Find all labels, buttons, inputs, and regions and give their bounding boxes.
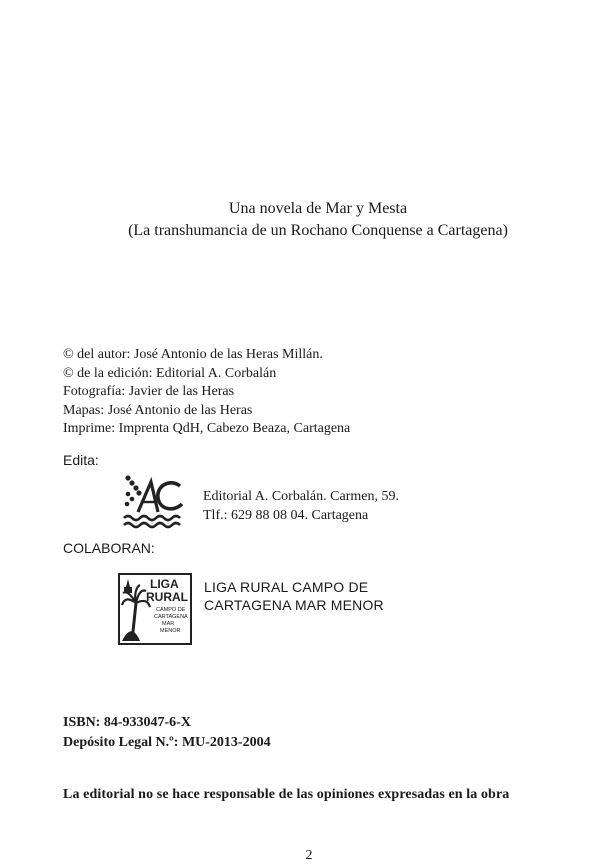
- liga-rural-info: [204, 578, 384, 614]
- credit-edition: © de la edición: Editorial A. Corbalán: [63, 365, 277, 381]
- credits-block: [63, 346, 350, 439]
- page-number: 2: [305, 848, 313, 863]
- colaboran-label: COLABORAN:: [63, 540, 155, 556]
- editorial-disclaimer: La editorial no se hace responsable de las opiniones expresadas en la obra: [63, 787, 510, 802]
- credit-maps: Mapas: José Antonio de las Heras: [63, 402, 253, 418]
- svg-text:MENOR: MENOR: [160, 628, 181, 634]
- publisher-logo-icon: [118, 472, 190, 530]
- credit-printer: Imprime: Imprenta QdH, Cabezo Beaza, Cartagena: [63, 421, 351, 437]
- liga-rural-name-line1: LIGA RURAL CAMPO DE: [204, 579, 369, 595]
- liga-rural-logo-icon: [118, 573, 192, 645]
- svg-text:RURAL: RURAL: [146, 590, 188, 604]
- publisher-phone: Tlf.: 629 88 08 04. Cartagena: [203, 508, 369, 523]
- credit-author: © del autor: José Antonio de las Heras Millán.: [63, 347, 323, 362]
- edita-label: Edita:: [63, 452, 99, 468]
- credit-photography: Fotografía: Javier de las Heras: [63, 384, 235, 400]
- svg-text:CAMPO DE: CAMPO DE: [156, 607, 186, 613]
- publisher-info: [203, 487, 399, 525]
- svg-text:CARTAGENA: CARTAGENA: [154, 614, 188, 620]
- isbn-number: ISBN: 84-933047-6-X: [63, 715, 191, 730]
- deposito-legal: Depósito Legal N.º: MU-2013-2004: [63, 735, 271, 750]
- svg-text:LIGA: LIGA: [150, 577, 179, 591]
- isbn-block: [63, 713, 271, 753]
- book-title-block: [0, 198, 600, 242]
- svg-text:MAR: MAR: [162, 621, 175, 627]
- publisher-address: Editorial A. Corbalán. Carmen, 59.: [203, 489, 399, 504]
- liga-rural-name-line2: CARTAGENA MAR MENOR: [204, 597, 384, 613]
- book-title: Una novela de Mar y Mesta: [228, 200, 408, 217]
- book-subtitle: (La transhumancia de un Rochano Conquense a Cartagena): [128, 222, 508, 239]
